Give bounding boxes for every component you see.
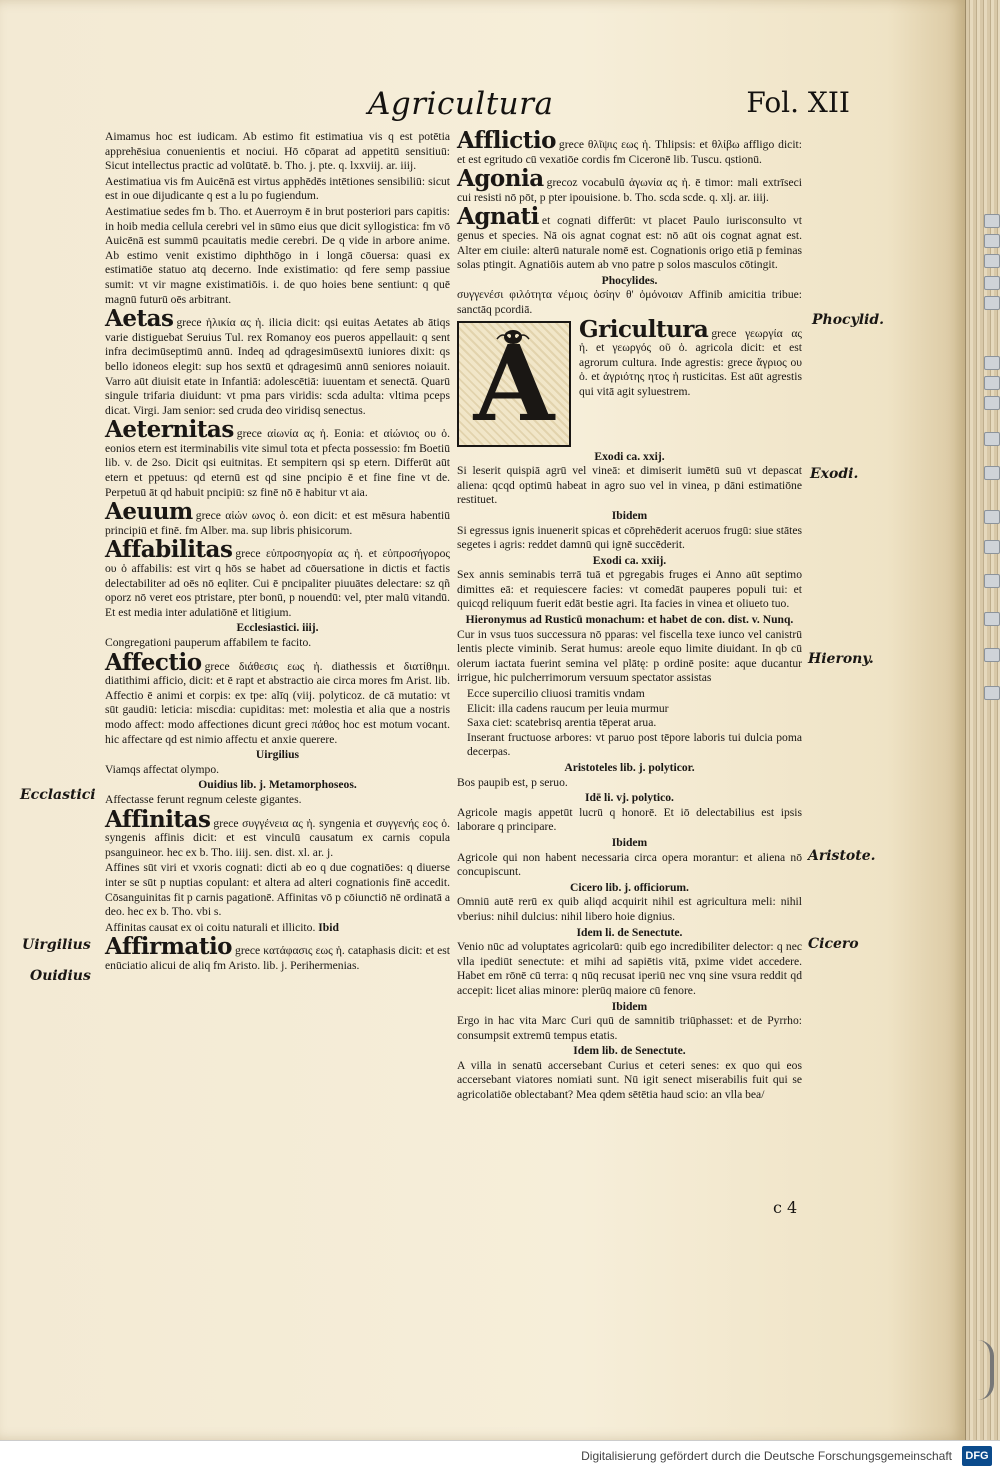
source-citation: Ibidem: [611, 835, 648, 849]
entry-text: Omniū autē rerū ex quib aliqd acquirit nihil est agricultura meli: nihil vberius: nihil dulcius: nihil libero hoie dignius.: [457, 895, 802, 923]
entry-cicero-ibidem: [457, 1000, 802, 1044]
entry-affirmatio: [105, 933, 450, 973]
entry-headword: Agnati: [457, 203, 539, 231]
entry-headword: Aeuum: [105, 498, 193, 526]
entry-ovid-quote: [105, 778, 450, 807]
entry-aristoteles-6: [457, 791, 802, 835]
source-citation: Cicero lib. j. officiorum.: [570, 880, 689, 894]
entry-text: grece εὐπροσηγορία ας ἡ. et εὐπροσήγορος ου ὁ affabilis: est virt q hōs se habet ad cōuersatione in dictis et factis delectabiliter ad oēs nō eqliter. Cui ē pncipaliter piuuātes delectare: sz qñ oporz nō veret eos ptristare, pter bonū, p nouendū: vel, pter malū vitandū. Et est media inter adulatiōnē et litigium.: [105, 547, 450, 619]
entry-text: Viamqs affectat olympo.: [105, 762, 220, 776]
entry-aetas: [105, 305, 450, 418]
entry-headword: Aeternitas: [105, 416, 234, 444]
index-tab: [984, 432, 1000, 446]
entry-text: Aestimatiua vis fm Auicēnā est virtus apphēdēs intētiones sensibiliū: sicut est in oue dijudicante q est a lu po fugiendum.: [105, 174, 450, 203]
entry-text: grece διάθεσις εως ἡ. diathessis et διατίθημι. diatithimi afficio, dicit: et ē rapt et abstractio aie circa mores fm Arist. lib. Affectio ē animi et corpis: ex tpe: alīq (viij. polyticoz. de cā mutatio: vt sūt gaudiū: leticia: miscdia: cupiditas: met: molestia et alia que a nostris modo affect: modo affectiones dicunt greci πάθος hoc est motum vocant. hic affectare qd est nimio affectu et anxie querere.: [105, 659, 450, 746]
source-citation: Idem li. de Senectute.: [576, 925, 683, 939]
index-tab: [984, 540, 1000, 554]
entry-virgil-quote: [105, 748, 450, 777]
entry-text: Cur in vsus tuos successura nō pparas: vel fiscella texe iunco vel canistrū lentis plecte viminib. Serat humus: areole equo limite diuidant. In qb cū olerum iactata fuerint semina vel plātę: p ordinē posite: aque ducantur irrigue, hic pulcherrimorum versuum spectator assistas: [457, 627, 802, 685]
entry-text: grece κατάφασις εως ἡ. cataphasis dicit: et est enūciatio alicui de aliq fm Aristo. lib. j. Perihermenias.: [105, 944, 450, 972]
margin-note-ovidius: Ouidius: [30, 968, 91, 984]
dfg-logo: DFG: [962, 1446, 992, 1466]
entry-text: συγγενέσι φιλότητα νέμοις ὁσίην θ' ὁμόνοιαν Affinib amicitia tribue: sanctāq pcordiā.: [457, 288, 802, 316]
decorated-initial: [457, 321, 571, 447]
entry-exodi-22-ibidem: [457, 509, 802, 553]
entry-text: Venio nūc ad voluptates agricolarū: quib ego incredibiliter delector: q nec vlla ipediūt senectute: et mihi ad sapiētis vitā, pxime videt accedere. Habet em rōnē cū terra: q nūq recusat iperiū nec vnq sine vsura reddit qd accepit: licet alias minore: plerūq maiore cū fenore.: [457, 940, 802, 997]
book-page-edges: [965, 0, 1000, 1440]
entry-cicero-senectute-2: [457, 1044, 802, 1102]
margin-note-phocylides: Phocylid.: [812, 312, 885, 328]
entry-headword: Affabilitas: [105, 536, 233, 564]
entry-afflictio: [457, 127, 802, 167]
entry-cicero-senectute: [457, 926, 802, 999]
entry-text: Si leserit quispiā agrū vel vineā: et dimiserit iumētū suū vt depascat aliena: qcqd optimū habeat in agro suo vel in vinea, p dāni estimatiōne restituet.: [457, 464, 802, 507]
source-citation: Hieronymus ad Rusticū monachum: et habet de con. dist. v. Nunq.: [465, 613, 794, 627]
entry-affines: [105, 861, 450, 919]
index-tab: [984, 296, 1000, 310]
entry-headword: Affinitas: [105, 805, 211, 833]
entry-agnati: [457, 203, 802, 272]
index-tab: [984, 574, 1000, 588]
index-tab: [984, 356, 1000, 370]
entry-text: Affines sūt viri et vxoris cognati: dicti ab eo q due cognatiōes: q diuerse inter se sūt p nuptias copulant: et altera ad alteri cognationis finē accedit. Cōsanguinitas fit p carnis pagationē. Affinitas vō p cōiunctiō nē ordinatā a deo. hec ex b. Tho. vbi s.: [105, 861, 450, 919]
entry-text: Aimamus hoc est iudicam. Ab estimo fit estimatiua vis q est potētia apprehēsiua conuenientis et nociui. Hō cōparat ad appetitū sensitiuū: Sicut intellectus practic ad volūtatē. b. Tho. j. pte. q. lxxviij. ar. iiij.: [105, 130, 450, 173]
initial-letter: A: [473, 321, 555, 445]
margin-note-aristoteles: Aristote.: [808, 848, 876, 864]
left-column: [105, 130, 450, 974]
entry-aristoteles-ibidem: [457, 836, 802, 880]
entry-verses: [457, 687, 802, 760]
entry-text: Affinitas causat ex oi coitu naturali et illicito.: [105, 920, 316, 934]
entry-agricultura: [457, 315, 802, 449]
entry-text: et cognati differūt: vt placet Paulo iurisconsulto vt genus et species. Nā ois agnat cognat est: nō aūt ois cognat agnat est. Alter em ciuile: alterū naturale nomē est. Cognationis origo etiā p feminas solas ptingit. Agnatiōis autem ab vno patre p solos masculos cōtingit.: [457, 214, 802, 272]
source-citation: Idem lib. de Senectute.: [573, 1044, 686, 1058]
entry-headword: Affectio: [105, 648, 202, 676]
entry-text: grece συγγένεια ας ἡ. syngenia et συγγενής εος ὁ. syngenis affinis dicit: et est vinculū causatum ex carnis copula psanguineor. hec ex b. Tho. iiij. sen. dist. xl. ar. j.: [105, 816, 450, 859]
source-citation: Exodi ca. xxiij.: [592, 553, 667, 567]
entry-aestimatiua: [105, 175, 450, 204]
entry-aestimatiue-sedes: [105, 205, 450, 307]
index-tab: [984, 234, 1000, 248]
entry-text: grece αἰωνία ας ἡ. Eonia: et αἰώνιος ου ὁ. eonios etern est iterminabilis vite simul tota et pfecta possessio: fm Boetiū lib. v. de 2so. Dicit qsi euitnitas. Et sempitern qsi sp etern. Differūt aūt etern et ppetuus: qd eternū est qd sine pncipio ē et fine fine vt de. Perpetuū āt qd habuit pncipiū: sz finē nō ē habitur vt aia.: [105, 427, 450, 499]
entry-text: Ergo in hac vita Marc Curi quū de samnitib triūphasset: et de Pyrrho: consumpsit extremū tempus etatis.: [457, 1014, 802, 1042]
entry-text: grece ἡλικία ας ἡ. ilicia dicit: qsi euitas Aetates ab ātiqs varie distiguebat Seruius Tul. rex Romanoy eos pueros appellauit: q sent infra decimūseptimū annū. Indeq ad qdragesimūsextū iuniores dixit: qs bello idoneos elegit: sup hos sextū et qdragesimū annū seniores noiauit. Varro aūt diuisit etate in Infantiā: adolescētiā: iuuentam et senectā. Quarū singule trifaria diuidunt: vt pma pars viridis: scda adulta: vltima pceps dicat. Virgi. Jam senior: sed cruda deo viridisq senectus.: [105, 316, 450, 417]
entry-aeternitas: [105, 416, 450, 500]
running-title: Agricultura: [368, 86, 554, 122]
entry-text: Bos paupib est, p seruo.: [457, 775, 568, 789]
index-tab: [984, 396, 1000, 410]
entry-text: Agricole magis appetūt lucrū q honorē. Et iō delectabilius est ipsis laborare q principare.: [457, 805, 802, 834]
entry-ecclesiastici-quote: [105, 621, 450, 650]
index-tab: [984, 214, 1000, 228]
entry-headword: Aetas: [105, 305, 174, 333]
index-tab: [984, 510, 1000, 524]
entry-text: grecoz vocabulū ἀγωνία ας ἡ. ē timor: mali extrīseci cui resisti nō pōt, p pter ipouisione. b. Tho. scda scde. q. xlj. ar. iiij.: [457, 176, 802, 204]
source-citation: Exodi ca. xxij.: [594, 449, 665, 463]
page-header: [360, 86, 850, 130]
verse-line: Inserant fructuose arbores: vt paruo post tēpore laboris tui dulcia poma decerpas.: [467, 730, 802, 759]
entry-aristoteles-1: [457, 761, 802, 790]
source-citation: Ouidius lib. j. Metamorphoseos.: [198, 778, 357, 792]
entry-aeuum: [105, 498, 450, 538]
verse-line: Ecce supercilio cliuosi tramitis vndam: [467, 687, 645, 701]
margin-note-exodi: Exodi.: [810, 466, 859, 482]
entry-headword: Gricultura: [579, 315, 709, 343]
verse-line: Saxa ciet: scatebrisq arentia tēperat arua.: [467, 716, 657, 730]
margin-note-ecclesiastici: Ecclastici: [20, 787, 96, 803]
entry-agonia: [457, 165, 802, 205]
entry-text: grece γεωργία ας ἡ. et γεωργός οῦ ὁ. agricola dicit: et est agrorum cultura. Inde agrestis: grece ἄγριος ου ὁ. et ἀγριότης ητος ἡ rusticitas. Est aūt agrestis qui vitā agit syluestrem.: [579, 326, 802, 398]
index-tab: [984, 612, 1000, 626]
index-tab: [984, 648, 1000, 662]
source-citation: Aristoteles lib. j. polyticor.: [564, 761, 695, 774]
entry-text: Aestimatiue sedes fm b. Tho. et Auerroym ē in brut posteriori pars capitis: in hoib media cellula cerebri vel in sūmo eius que dicit syllogistica: fm vō Auicēnā est summū pcauitatis medie cerebri. De q vide in arbore anime. Ab estimo venit existimo diphthōgo in i longā cōuersa: quasi ex estimatiōe statuo atq decerno. Inde existimatio: qd fere semp passiue sumit: vt vir magne existimatiōis. i. de quo hoies bene sentiunt: q quē magnū futurū oēs arbitrant.: [105, 204, 450, 306]
entry-text: Agricole qui non habent necessaria circa opera morantur: et aliena nō concupiscunt.: [457, 850, 802, 879]
index-tab: [984, 376, 1000, 390]
source-citation: Ibidem: [611, 999, 648, 1013]
entry-text: Congregationi pauperum affabilem te facito.: [105, 636, 312, 649]
entry-headword: Afflictio: [457, 127, 556, 154]
entry-hieronymus: [457, 613, 802, 686]
folio-number: Fol. XII: [746, 86, 850, 119]
entry-headword: Agonia: [457, 165, 544, 193]
margin-note-virgilius: Uirgilius: [22, 937, 91, 953]
entry-exodi-22: [457, 450, 802, 508]
entry-text: grece αἰών ωνος ὁ. eon dicit: et est mēsura habentiū principiū et finē. fm Alber. ma. sup libris phisicorum.: [105, 509, 450, 537]
entry-text: grece θλῖψις εως ἡ. Thlipsis: et θλίβω affligo dicit: et est egritudo cū vexatiōe cordis fm Ciceronē lib. Tuscu. qstionū.: [457, 138, 802, 166]
source-citation: Phocylides.: [601, 273, 658, 287]
source-citation: Ibid: [318, 920, 339, 934]
index-tab: [984, 254, 1000, 268]
verse-line: Elicit: illa cadens raucum per leuia murmur: [467, 701, 669, 715]
entry-text: A villa in senatū accersebant Curius et ceteri senes: ex quo qui eos accersebant viatores nomiati sunt. Nū igit senect miserabilis fuit qui se agricolatiōe oblectabant? Mea qdem sētētia haud scio: an vlla bea/: [457, 1058, 802, 1102]
entry-phocylides-quote: [457, 274, 802, 318]
signature-mark: c 4: [773, 1198, 798, 1217]
source-citation: Idē li. vj. polytico.: [585, 791, 674, 805]
index-tab: [984, 276, 1000, 290]
entry-text: Affectasse ferunt regnum celeste gigantes.: [105, 792, 302, 806]
entry-headword: Affirmatio: [105, 933, 233, 961]
index-tab: [984, 466, 1000, 480]
margin-note-cicero: Cicero: [808, 936, 859, 952]
funding-credit: Digitalisierung gefördert durch die Deutsche Forschungsgemeinschaft: [581, 1449, 952, 1463]
source-citation: Ecclesiastici. iiij.: [236, 621, 319, 635]
source-citation: Uirgilius: [255, 748, 300, 762]
entry-exodi-23: [457, 554, 802, 612]
entry-affectio: [105, 648, 450, 748]
book-clip: [950, 1340, 994, 1400]
entry-cicero-officiis: [457, 881, 802, 925]
entry-affinitas: [105, 805, 450, 861]
entry-text: Si egressus ignis inuenerit spicas et cōprehēderit aceruos frugū: siue stātes segetes i agris: reddet damnū qui ignē succēderit.: [457, 523, 802, 552]
source-citation: Ibidem: [611, 508, 648, 522]
entry-aestimamus: [105, 130, 450, 174]
footer-bar: [0, 1440, 1000, 1471]
index-tab: [984, 686, 1000, 700]
entry-affabilitas: [105, 536, 450, 620]
right-column: [457, 127, 802, 1104]
entry-text: Sex annis seminabis terrā tuā et pgregabis fruges ei Anno aūt septimo dimittes eā: et requiescere facies: vt comedāt pauperes populi tui: et quicqd reliquum fuerit edāt bestie agri. Ita facies in vinea et oliueto tuo.: [457, 568, 802, 611]
margin-note-hieronymus: Hierony.: [808, 651, 874, 667]
